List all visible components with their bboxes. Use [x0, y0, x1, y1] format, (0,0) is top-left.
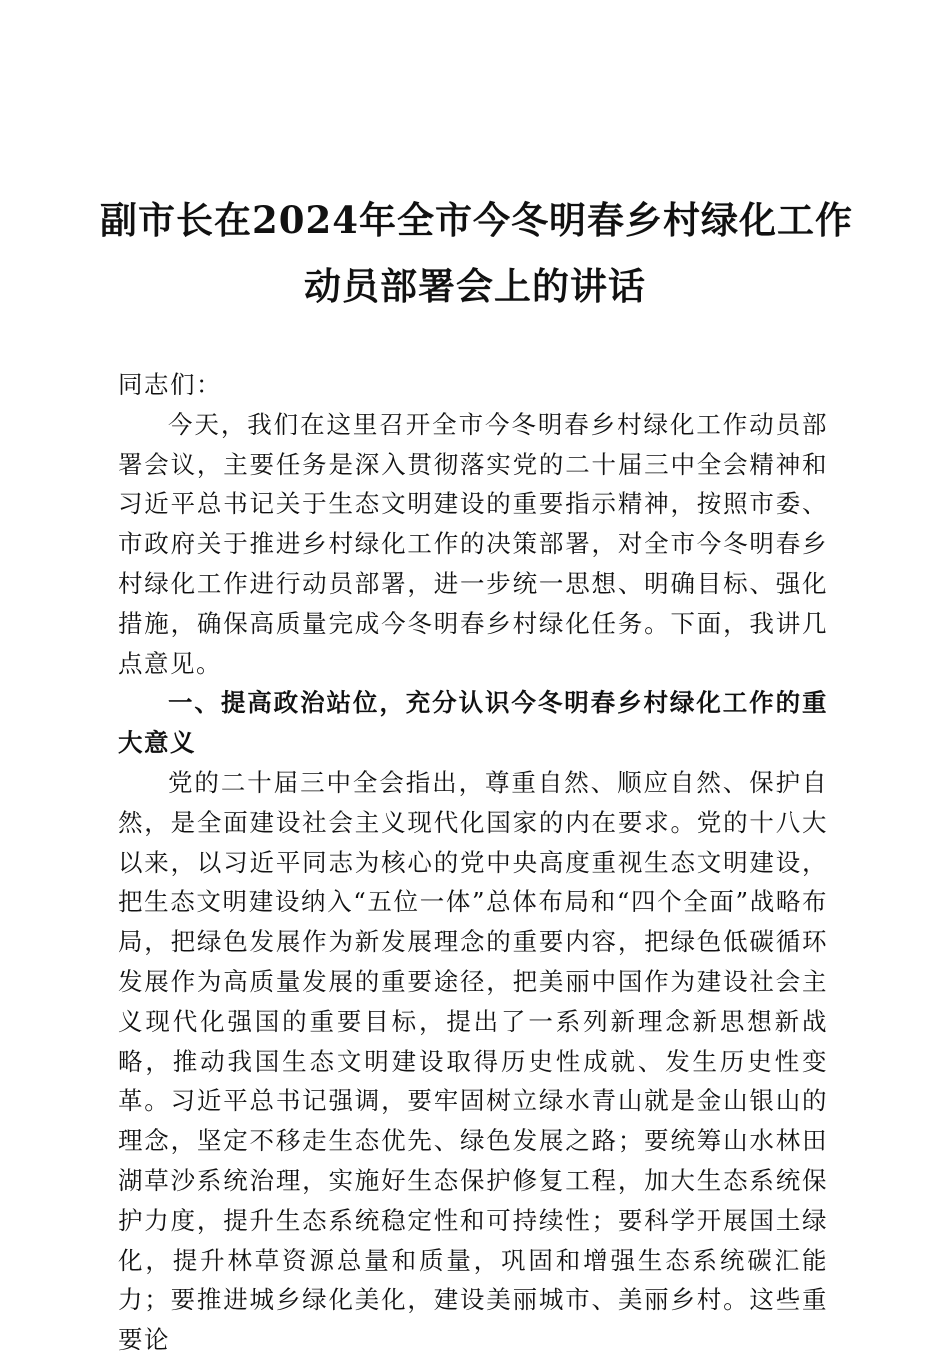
- section-1-paragraph: 党的二十届三中全会指出，尊重自然、顺应自然、保护自然，是全面建设社会主义现代化国家的内在要求。党的十八大以来，以习近平同志为核心的党中央高度重视生态文明建设，把生态文明建设纳入“五位一体”总体布局和“四个全面”战略布局，把绿色发展作为新发展理念的重要内容，把绿色低碳循环发展作为高质量发展的重要途径，把美丽中国作为建设社会主义现代化强国的重要目标，提出了一系列新理念新思想新战略，推动我国生态文明建设取得历史性成就、发生历史性变革。习近平总书记强调，要牢固树立绿水青山就是金山银山的理念，坚定不移走生态优先、绿色发展之路；要统筹山水林田湖草沙系统治理，实施好生态保护修复工程，加大生态系统保护力度，提升生态系统稳定性和可持续性；要科学开展国土绿化，提升林草资源总量和质量，巩固和增强生态系统碳汇能力；要推进城乡绿化美化，建设美丽城市、美丽乡村。这些重要论: [118, 767, 828, 1355]
- intro-paragraph: 今天，我们在这里召开全市今冬明春乡村绿化工作动员部署会议，主要任务是深入贯彻落实党的二十届三中全会精神和习近平总书记关于生态文明建设的重要指示精神，按照市委、市政府关于推进乡村绿化工作的决策部署，对全市今冬明春乡村绿化工作进行动员部署，进一步统一思想、明确目标、强化措施，确保高质量完成今冬明春乡村绿化任务。下面，我讲几点意见。: [118, 409, 828, 678]
- section-1-heading: 一、提高政治站位，充分认识今冬明春乡村绿化工作的重大意义: [118, 688, 828, 758]
- document-title-line-2: 动员部署会上的讲话: [304, 264, 646, 308]
- document-title-line-1: 副市长在2024年全市今冬明春乡村绿化工作: [100, 198, 853, 242]
- document-body: [118, 365, 828, 1360]
- salutation: 同志们：: [118, 370, 222, 399]
